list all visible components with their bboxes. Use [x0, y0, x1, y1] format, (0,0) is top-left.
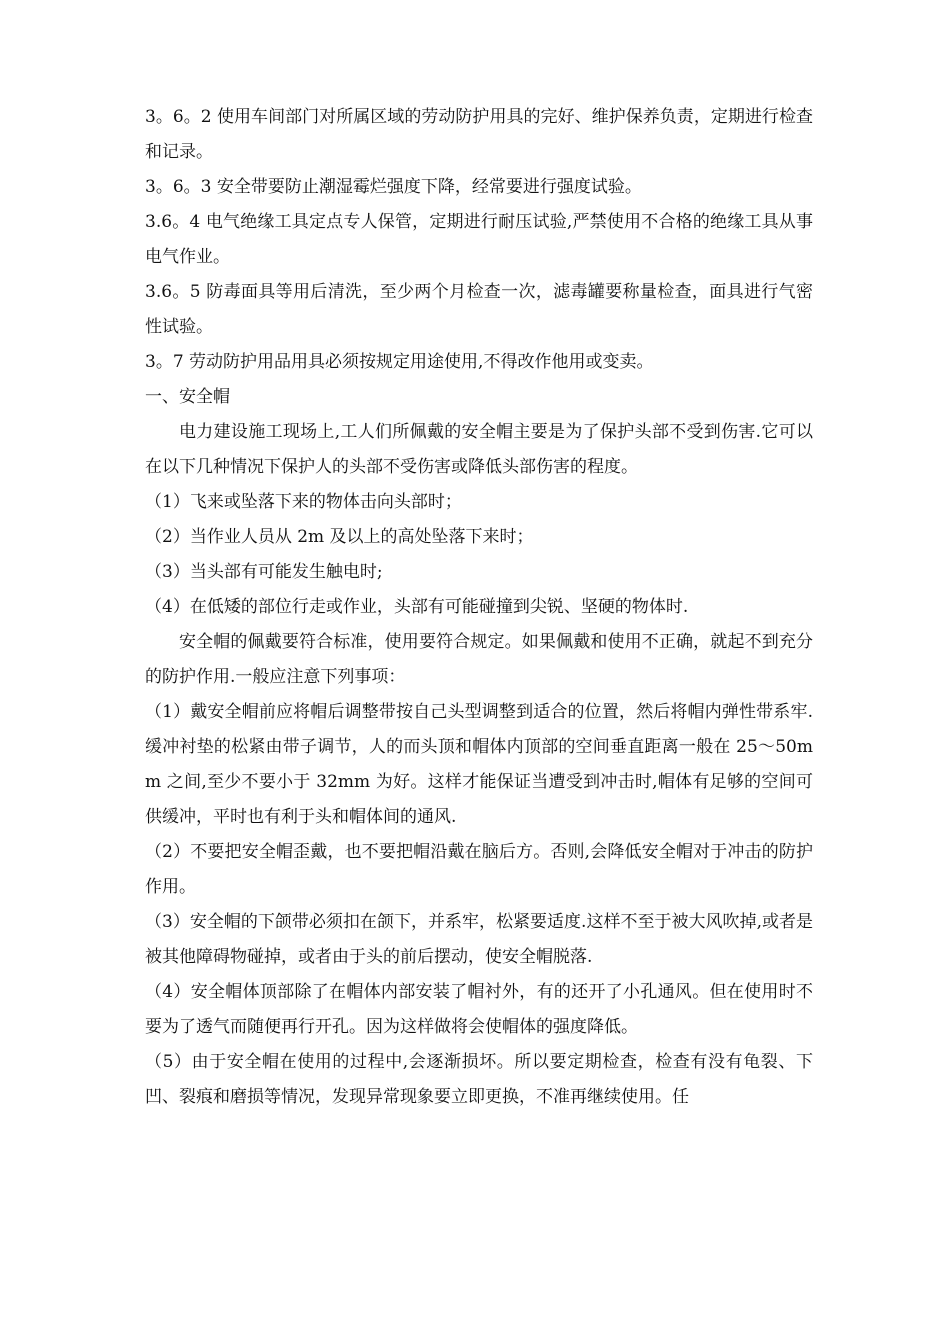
list-item-case-3: （3）当头部有可能发生触电时;: [145, 562, 383, 582]
list-item-rule-5: （5）由于安全帽在使用的过程中,会逐渐损坏。所以要定期检查，检查有没有龟裂、下凹、裂痕和磨损等情况，发现异常现象要立即更换，不准再继续使用。任: [145, 1052, 813, 1107]
list-item-case-1: （1）飞来或坠落下来的物体击向头部时；: [145, 492, 462, 512]
list-item-rule-4: （4）安全帽体顶部除了在帽体内部安装了帽衬外，有的还开了小孔通风。但在使用时不要为了透气而随便再行开孔。因为这样做将会使帽体的强度降低。: [145, 982, 813, 1037]
paragraph-3-6-3: 3。6。3 安全带要防止潮湿霉烂强度下降，经常要进行强度试验。: [145, 177, 642, 197]
list-item-case-2: （2）当作业人员从 2m 及以上的高处坠落下来时；: [145, 527, 534, 547]
paragraph-3-6-5: 3.6。5 防毒面具等用后清洗，至少两个月检查一次，滤毒罐要称量检查，面具进行气密性试验。: [145, 282, 813, 337]
list-item-rule-1: （1）戴安全帽前应将帽后调整带按自己头型调整到适合的位置，然后将帽内弹性带系牢.缓冲衬垫的松紧由带子调节，人的而头顶和帽体内顶部的空间垂直距离一般在 25～50mm 之间,至少不要小于 32mm 为好。这样才能保证当遭受到冲击时,帽体有足够的空间可供缓冲，平时也有利于头和帽体间的通风.: [145, 702, 813, 827]
list-item-case-4: （4）在低矮的部位行走或作业，头部有可能碰撞到尖锐、坚硬的物体时.: [145, 597, 689, 617]
paragraph-3-7: 3。7 劳动防护用品用具必须按规定用途使用,不得改作他用或变卖。: [145, 352, 654, 372]
paragraph-3-6-2: 3。6。2 使用车间部门对所属区域的劳动防护用具的完好、维护保养负责，定期进行检查和记录。: [145, 107, 813, 162]
paragraph-wearing-rules: 安全帽的佩戴要符合标准，使用要符合规定。如果佩戴和使用不正确，就起不到充分的防护作用.一般应注意下列事项：: [145, 632, 813, 687]
document-body: [145, 100, 813, 1115]
list-item-rule-3: （3）安全帽的下颌带必须扣在颌下，并系牢，松紧要适度.这样不至于被大风吹掉,或者是被其他障碍物碰掉，或者由于头的前后摆动，使安全帽脱落.: [145, 912, 813, 967]
section-heading-safety-helmet: 一、安全帽: [145, 387, 230, 407]
paragraph-helmet-intro: 电力建设施工现场上,工人们所佩戴的安全帽主要是为了保护头部不受到伤害.它可以在以下几种情况下保护人的头部不受伤害或降低头部伤害的程度。: [145, 422, 813, 477]
paragraph-3-6-4: 3.6。4 电气绝缘工具定点专人保管，定期进行耐压试验,严禁使用不合格的绝缘工具从事电气作业。: [145, 212, 813, 267]
list-item-rule-2: （2）不要把安全帽歪戴，也不要把帽沿戴在脑后方。否则,会降低安全帽对于冲击的防护作用。: [145, 842, 813, 897]
